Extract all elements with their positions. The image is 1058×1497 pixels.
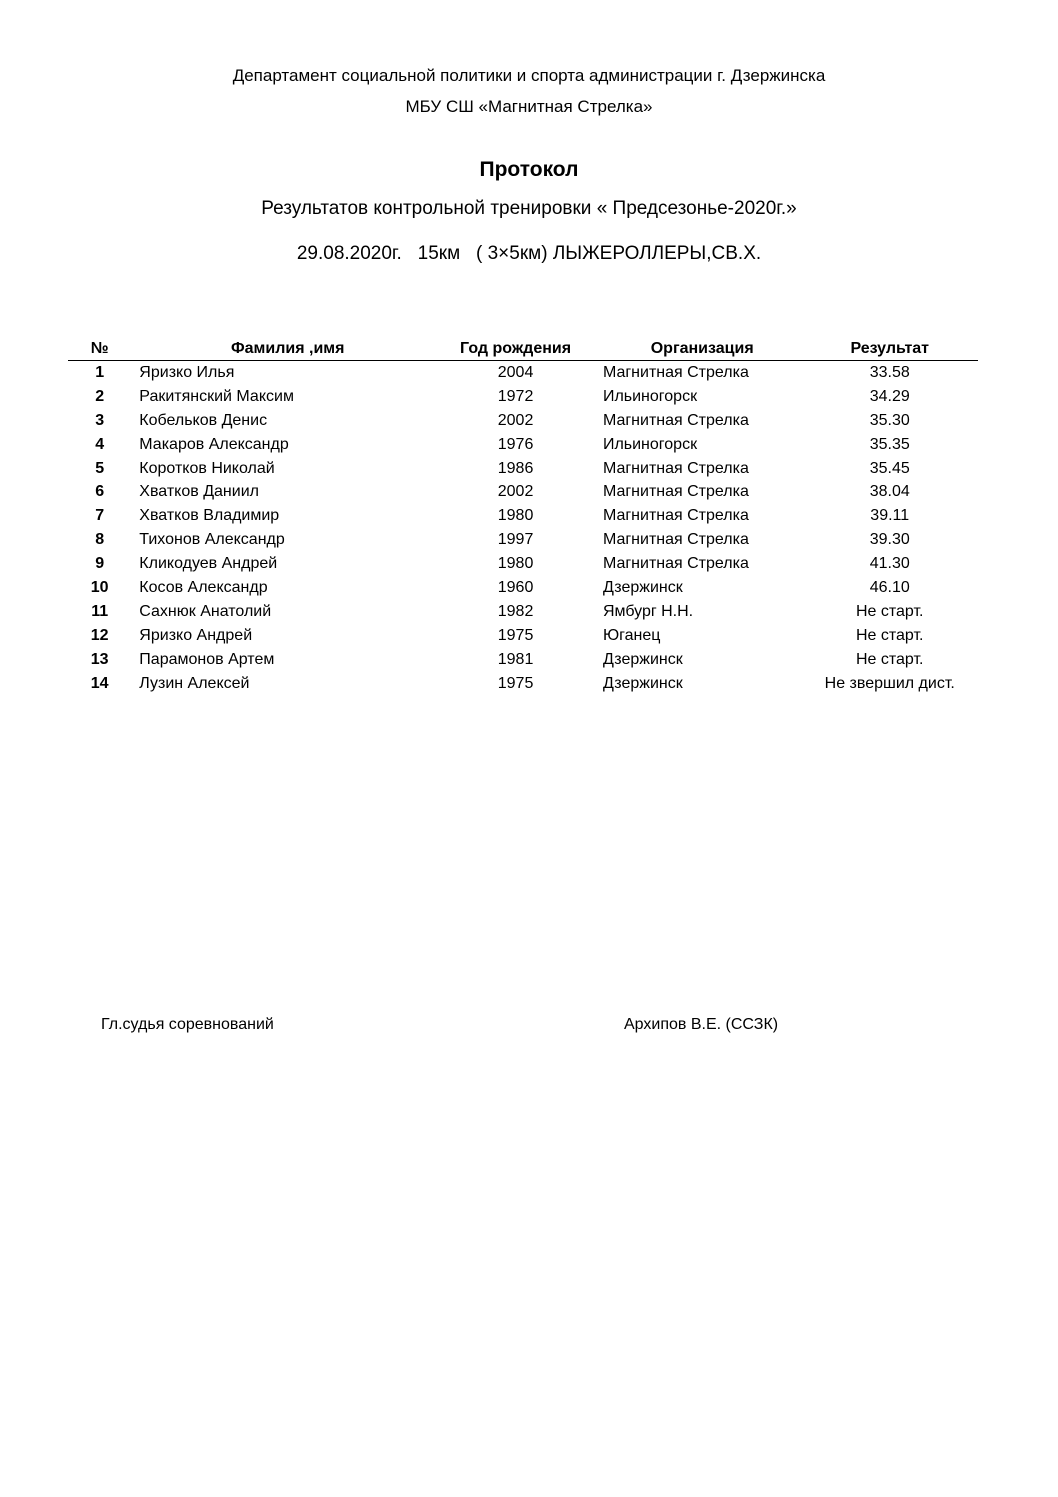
header-year: Год рождения [436,338,595,361]
cell-name: Лузин Алексей [139,674,250,692]
cell-name: Ракитянский Максим [139,387,294,405]
table-row [68,528,978,552]
cell-num: 3 [95,411,105,429]
cell-org: Ильиногорск [602,435,698,453]
cell-year: 1982 [497,602,534,620]
cell-year: 1975 [497,626,534,644]
cell-name: Кобельков Денис [139,411,268,429]
cell-result: Не старт. [855,650,924,668]
cell-org: Ильиногорск [602,387,698,405]
cell-result: 35.30 [869,411,910,429]
cell-name: Сахнюк Анатолий [139,602,272,620]
header-department: Департамент социальной политики и спорта администрации г. Дзержинска [232,66,826,85]
page-title: Протокол [479,158,579,181]
table-row [68,457,978,481]
table-row [68,672,978,696]
cell-year: 1960 [497,578,534,596]
cell-org: Магнитная Стрелка [602,555,749,573]
cell-year: 2004 [497,363,534,381]
cell-org: Магнитная Стрелка [602,363,749,381]
cell-num: 13 [90,650,109,668]
table-header-row [68,338,978,361]
table-row [68,480,978,504]
cell-num: 4 [95,435,105,453]
cell-org: Юганец [602,626,661,644]
cell-org: Магнитная Стрелка [602,411,749,429]
cell-year: 1976 [497,435,534,453]
cell-num: 8 [95,531,105,549]
cell-name: Яризко Илья [139,363,235,381]
cell-year: 1981 [497,650,534,668]
judge-role: Гл.судья соревнований [101,1016,274,1033]
header-org: Организация [595,338,802,361]
cell-num: 12 [90,626,109,644]
cell-num: 11 [91,602,109,620]
cell-org: Дзержинск [602,578,683,596]
cell-org: Магнитная Стрелка [602,507,749,525]
header-school: МБУ СШ «Магнитная Стрелка» [405,97,653,116]
cell-org: Ямбург Н.Н. [602,602,694,620]
table-row [68,600,978,624]
cell-name: Парамонов Артем [139,650,275,668]
cell-name: Хватков Владимир [139,507,280,525]
table-row [68,433,978,457]
cell-name: Яризко Андрей [139,626,253,644]
cell-result: 39.30 [869,531,910,549]
cell-org: Магнитная Стрелка [602,531,749,549]
cell-num: 10 [90,578,109,596]
cell-name: Хватков Даниил [139,483,259,501]
cell-name: Тихонов Александр [139,531,285,549]
cell-year: 2002 [497,483,534,501]
table-body [68,361,978,696]
table-row [68,576,978,600]
cell-org: Дзержинск [602,650,683,668]
cell-year: 1980 [497,507,534,525]
cell-result: 35.35 [869,435,910,453]
cell-result: Не старт. [855,626,924,644]
cell-name: Косов Александр [139,578,268,596]
cell-result: 34.29 [869,387,910,405]
cell-num: 2 [95,387,105,405]
cell-result: Не звершил дист. [824,674,955,692]
cell-name: Коротков Николай [139,459,275,477]
cell-result: 35.45 [869,459,910,477]
cell-num: 9 [95,555,105,573]
cell-year: 1975 [497,674,534,692]
table-row [68,504,978,528]
cell-name: Макаров Александр [139,435,289,453]
cell-result: 46.10 [869,578,910,596]
cell-num: 7 [95,507,105,525]
table-row [68,624,978,648]
cell-result: 39.11 [870,507,910,525]
cell-org: Магнитная Стрелка [602,483,749,501]
results-table [68,338,978,695]
cell-year: 1986 [497,459,534,477]
table-row [68,552,978,576]
cell-num: 5 [95,459,105,477]
table-row [68,385,978,409]
header-name: Фамилия ,имя [131,338,436,361]
header-result: Результат [801,338,978,361]
cell-num: 14 [90,674,109,692]
cell-name: Кликодуев Андрей [139,555,278,573]
header-num: № [68,338,131,361]
cell-org: Дзержинск [602,674,683,692]
table-row [68,409,978,433]
table-row [68,648,978,672]
page-subtitle: Результатов контрольной тренировки « Предсезонье-2020г.» [261,198,797,219]
cell-year: 2002 [497,411,534,429]
cell-result: 41.30 [869,555,910,573]
cell-year: 1997 [497,531,534,549]
cell-num: 1 [95,363,105,381]
event-line: 29.08.2020г. 15км ( 3×5км) ЛЫЖЕРОЛЛЕРЫ,СВ.Х. [296,243,762,264]
cell-org: Магнитная Стрелка [602,459,749,477]
cell-result: 38.04 [869,483,910,501]
cell-year: 1972 [497,387,534,405]
cell-result: 33.58 [869,363,910,381]
cell-year: 1980 [497,555,534,573]
table-row [68,361,978,385]
judge-name: Архипов В.Е. (ССЗК) [624,1016,779,1033]
cell-num: 6 [95,483,105,501]
cell-result: Не старт. [855,602,924,620]
